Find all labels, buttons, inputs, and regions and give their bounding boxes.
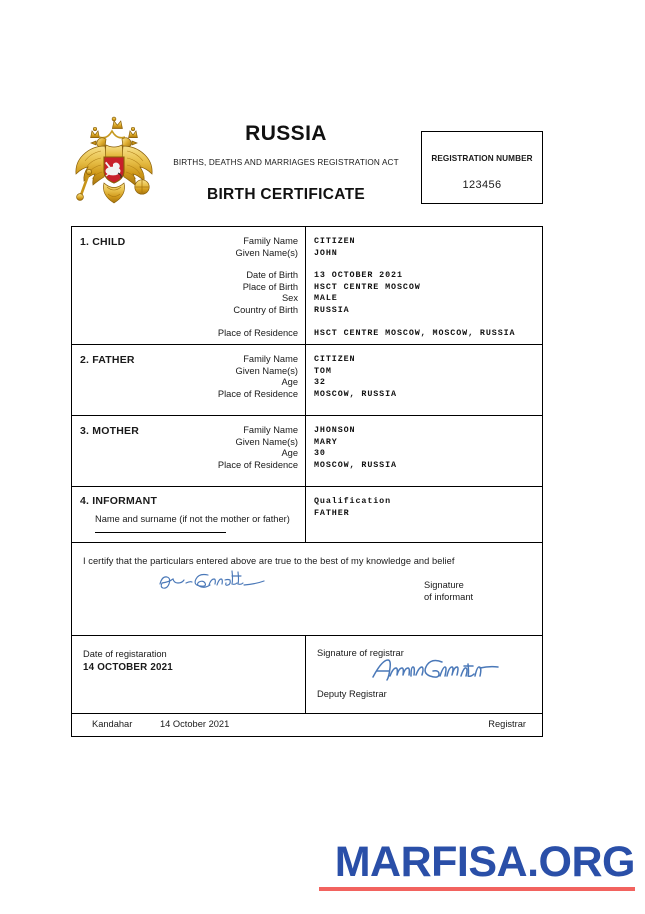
father-labels-column xyxy=(72,345,306,415)
certification-block xyxy=(72,543,542,636)
spacer xyxy=(314,317,542,328)
child-value-list xyxy=(306,227,542,348)
label-father-family-name: Family Name xyxy=(243,354,298,364)
value-child-place-of-residence: HSCT CENTRE MOSCOW, MOSCOW, RUSSIA xyxy=(314,327,516,338)
certificate-footer-row xyxy=(72,714,542,736)
deputy-registrar-label: Deputy Registrar xyxy=(317,689,387,699)
brand-text: MARFISA.ORG xyxy=(334,838,635,886)
value-father-given-names: TOM xyxy=(314,365,332,376)
value-child-date-of-birth: 13 OCTOBER 2021 xyxy=(314,270,403,281)
label-father-age: Age xyxy=(281,377,298,388)
value-child-sex: MALE xyxy=(314,293,338,304)
country-title: RUSSIA xyxy=(245,122,327,145)
value-child-country-of-birth: RUSSIA xyxy=(314,304,350,315)
spacer xyxy=(72,259,298,270)
section-heading-child: 1. CHILD xyxy=(80,236,126,248)
mother-labels-column xyxy=(72,416,306,486)
certification-statement: I certify that the particulars entered above are true to the best of my knowledge and belief xyxy=(83,556,455,566)
value-informant-qualification: FATHER xyxy=(314,507,350,518)
registration-date-label: Date of registaration xyxy=(83,649,167,659)
registrar-signature-cell xyxy=(306,636,542,713)
header-titles xyxy=(160,112,412,204)
mother-value-list xyxy=(306,416,542,480)
informant-name-input-line[interactable] xyxy=(95,532,226,533)
certificate-header xyxy=(0,112,645,212)
label-mother-family-name: Family Name xyxy=(243,425,298,435)
marfisa-brand-logo xyxy=(305,838,635,891)
label-child-country-of-birth: Country of Birth xyxy=(233,304,298,315)
section-mother xyxy=(72,416,542,487)
label-father-place-of-residence: Place of Residence xyxy=(217,388,298,399)
label-child-place-of-birth: Place of Birth xyxy=(242,281,298,292)
value-mother-place-of-residence: MOSCOW, RUSSIA xyxy=(314,459,397,470)
value-child-place-of-birth: HSCT CENTRE MOSCOW xyxy=(314,281,421,292)
value-mother-given-names: MARY xyxy=(314,436,338,447)
value-father-place-of-residence: MOSCOW, RUSSIA xyxy=(314,388,397,399)
informant-value-list xyxy=(306,487,542,528)
section-heading-informant: 4. INFORMANT xyxy=(80,495,158,507)
label-mother-given-names: Given Name(s) xyxy=(235,436,298,447)
section-heading-father: 2. FATHER xyxy=(80,354,135,366)
document-title: BIRTH CERTIFICATE xyxy=(206,186,366,203)
father-values-column xyxy=(306,345,542,415)
father-value-list xyxy=(306,345,542,409)
informant-name-prompt: Name and surname (if not the mother or father) xyxy=(95,514,290,524)
mother-values-column xyxy=(306,416,542,486)
section-heading-mother: 3. MOTHER xyxy=(80,425,139,437)
value-child-given-names: JOHN xyxy=(314,247,338,258)
section-informant xyxy=(72,487,542,543)
value-mother-age: 30 xyxy=(314,448,326,459)
informant-signature-label-line1: Signature xyxy=(424,580,464,590)
section-father xyxy=(72,345,542,416)
value-father-family-name: CITIZEN xyxy=(314,354,356,364)
informant-signature-mark xyxy=(152,566,282,594)
registrar-signature-mark xyxy=(368,654,503,684)
footer-date: 14 October 2021 xyxy=(160,719,230,729)
registration-number-label: REGISTRATION NUMBER xyxy=(431,154,533,163)
label-mother-place-of-residence: Place of Residence xyxy=(217,459,298,470)
informant-signature-label xyxy=(424,580,473,603)
registrar-signature-label: Signature of registrar xyxy=(317,648,404,658)
informant-labels-column xyxy=(72,487,306,542)
label-child-place-of-residence: Place of Residence xyxy=(217,327,298,338)
spacer xyxy=(72,317,298,328)
footer-registrar-label: Registrar xyxy=(488,719,526,729)
spacer xyxy=(314,259,542,270)
certificate-table xyxy=(71,226,543,737)
child-labels-column xyxy=(72,227,306,344)
label-child-given-names: Given Name(s) xyxy=(235,247,298,258)
section-child xyxy=(72,227,542,345)
registration-date-value: 14 OCTOBER 2021 xyxy=(83,662,173,673)
brand-underline xyxy=(319,887,635,891)
child-values-column xyxy=(306,227,542,344)
value-mother-family-name: JHONSON xyxy=(314,425,356,435)
footer-place: Kandahar xyxy=(92,719,133,729)
registration-number-value: 123456 xyxy=(462,179,502,191)
value-father-age: 32 xyxy=(314,377,326,388)
label-father-given-names: Given Name(s) xyxy=(235,365,298,376)
label-informant-qualification: Qualification xyxy=(314,496,392,506)
informant-signature-label-line2: of informant xyxy=(424,591,474,602)
label-mother-age: Age xyxy=(281,448,298,459)
act-subtitle: BIRTHS, DEATHS AND MARRIAGES REGISTRATION ACT xyxy=(173,158,399,167)
registration-date-cell xyxy=(72,636,306,713)
russian-coat-of-arms-icon xyxy=(68,115,160,213)
informant-values-column xyxy=(306,487,542,542)
registration-row xyxy=(72,636,542,714)
label-child-date-of-birth: Date of Birth xyxy=(246,270,298,281)
registration-number-box xyxy=(421,131,543,204)
label-child-family-name: Family Name xyxy=(243,236,298,246)
value-child-family-name: CITIZEN xyxy=(314,236,356,246)
label-child-sex: Sex xyxy=(281,293,298,304)
